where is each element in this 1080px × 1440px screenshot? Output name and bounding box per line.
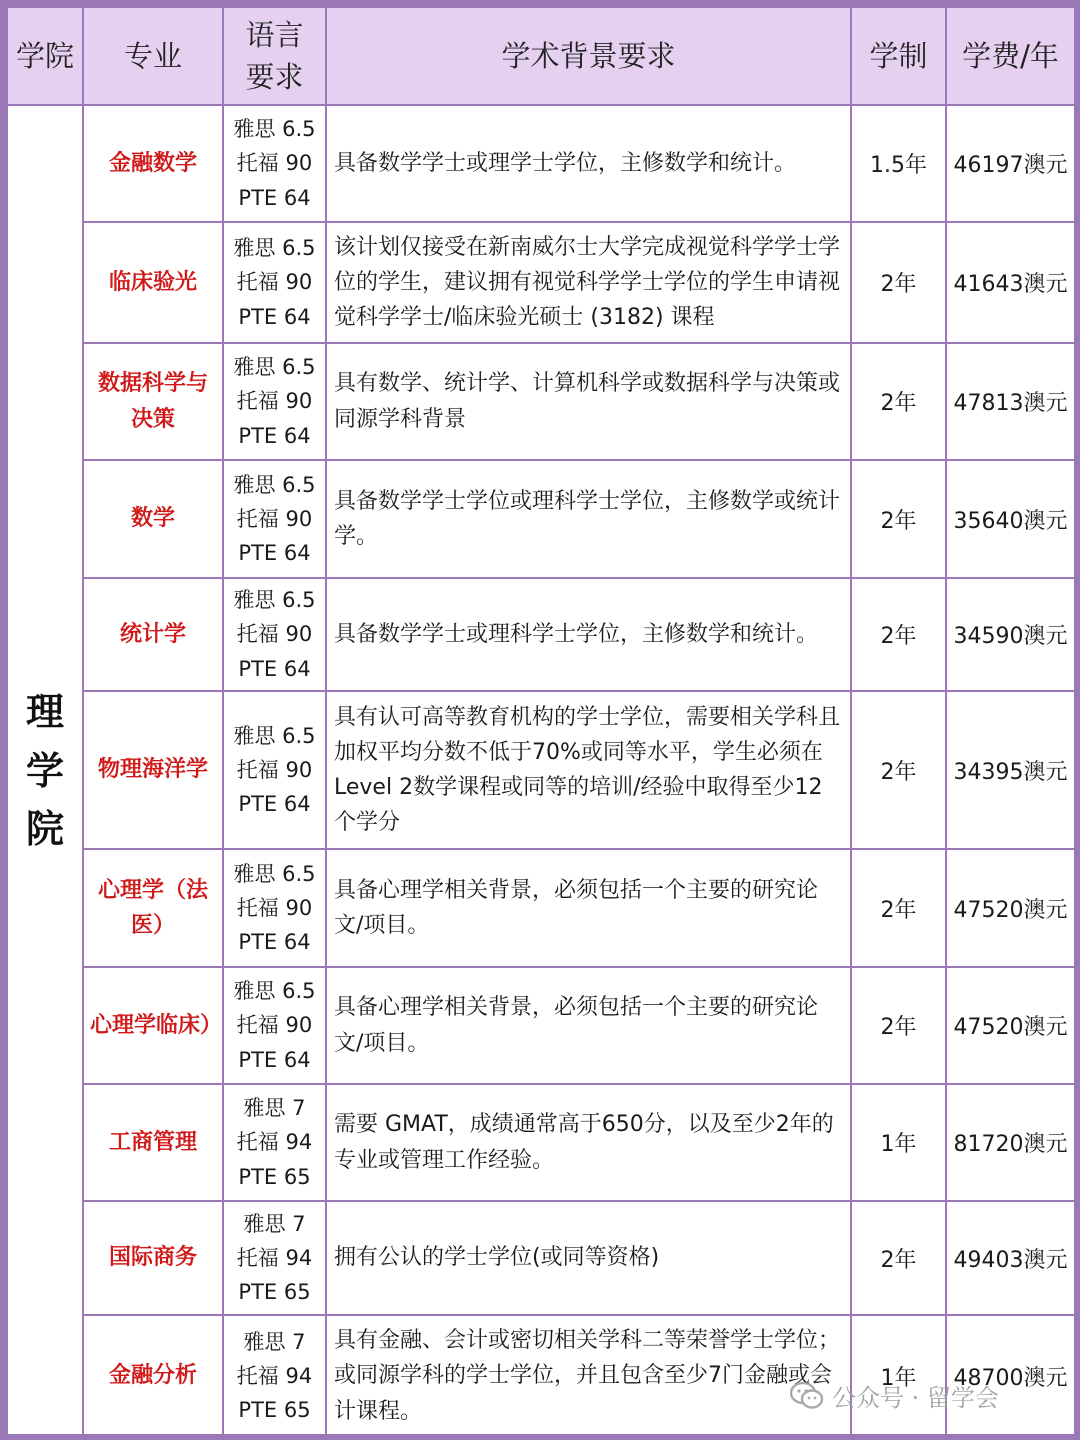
header-college: 学院 — [7, 7, 83, 105]
major-cell: 金融数学 — [83, 105, 223, 222]
table-row — [7, 343, 1075, 460]
major-cell: 金融分析 — [83, 1315, 223, 1437]
table-row — [7, 222, 1075, 343]
major-cell: 心理学临床） — [83, 967, 223, 1084]
table-row — [7, 578, 1075, 691]
duration-cell: 2年 — [851, 967, 946, 1084]
language-score: PTE 64 — [238, 656, 311, 681]
major-cell: 统计学 — [83, 578, 223, 691]
language-score: PTE 64 — [238, 304, 311, 329]
major-cell: 数据科学与决策 — [83, 343, 223, 460]
tuition-cell: 47813澳元 — [946, 343, 1075, 460]
requirement-cell: 具备数学学士或理学士学位，主修数学和统计。 — [326, 105, 851, 222]
language-score: PTE 64 — [238, 541, 311, 565]
language-score: 雅思 6.5 — [233, 117, 316, 142]
language-cell — [223, 460, 326, 578]
table-row — [7, 691, 1075, 849]
language-score: 雅思 7 — [243, 1211, 306, 1236]
requirement-cell: 具备数学学士学位或理科学士学位，主修数学或统计学。 — [326, 460, 851, 578]
requirement-cell: 具备数学学士或理科学士学位，主修数学和统计。 — [326, 578, 851, 691]
requirement-cell: 拥有公认的学士学位(或同等资格) — [326, 1201, 851, 1315]
duration-cell: 1.5年 — [851, 105, 946, 222]
duration-cell: 1年 — [851, 1315, 946, 1437]
language-score: PTE 64 — [238, 1047, 311, 1072]
language-score: 雅思 6.5 — [233, 588, 316, 613]
header-tuition: 学费/年 — [946, 7, 1075, 105]
language-score: 托福 90 — [236, 757, 313, 782]
college-char: 学 — [25, 748, 64, 793]
header-language-line1: 语言 — [245, 17, 304, 52]
requirement-cell: 具有金融、会计或密切相关学科二等荣誉学士学位；或同源学科的学士学位，并且包含至少7门金融或会计课程。 — [326, 1315, 851, 1437]
language-cell — [223, 849, 326, 967]
language-cell — [223, 105, 326, 222]
duration-cell: 2年 — [851, 1201, 946, 1315]
language-cell — [223, 967, 326, 1084]
duration-cell: 2年 — [851, 849, 946, 967]
language-score: PTE 64 — [238, 930, 311, 954]
tuition-cell: 47520澳元 — [946, 849, 1075, 967]
header-language — [223, 7, 326, 105]
language-cell — [223, 1084, 326, 1201]
watermark-text: 公众号 · 留学会 — [832, 1384, 999, 1412]
language-score: 托福 94 — [236, 1363, 313, 1388]
major-cell: 临床验光 — [83, 222, 223, 343]
header-requirements: 学术背景要求 — [326, 7, 851, 105]
duration-cell: 2年 — [851, 691, 946, 849]
language-score: PTE 64 — [238, 792, 311, 816]
language-score: 雅思 7 — [243, 1329, 306, 1354]
language-score: 托福 94 — [236, 1130, 313, 1155]
tuition-cell: 34395澳元 — [946, 691, 1075, 849]
language-score: PTE 65 — [238, 1164, 311, 1189]
language-score: 托福 90 — [236, 1013, 313, 1038]
language-score: 托福 90 — [236, 622, 313, 647]
duration-cell: 2年 — [851, 578, 946, 691]
language-cell — [223, 578, 326, 691]
header-duration: 学制 — [851, 7, 946, 105]
requirement-cell: 需要 GMAT，成绩通常高于650分，以及至少2年的专业或管理工作经验。 — [326, 1084, 851, 1201]
table-body — [7, 105, 1075, 1437]
tuition-cell: 41643澳元 — [946, 222, 1075, 343]
language-score: PTE 65 — [238, 1398, 311, 1422]
requirement-cell: 具有数学、统计学、计算机科学或数据科学与决策或同源学科背景 — [326, 343, 851, 460]
major-cell: 工商管理 — [83, 1084, 223, 1201]
language-score: PTE 64 — [238, 185, 311, 210]
college-char: 理 — [25, 689, 64, 734]
requirement-cell: 具备心理学相关背景，必须包括一个主要的研究论文/项目。 — [326, 849, 851, 967]
language-score: 雅思 6.5 — [233, 355, 316, 380]
requirement-cell: 该计划仅接受在新南威尔士大学完成视觉科学学士学位的学生，建议拥有视觉科学学士学位的学生申请视觉科学学士/临床验光硕士 (3182) 课程 — [326, 222, 851, 343]
language-cell — [223, 1315, 326, 1437]
tuition-cell: 49403澳元 — [946, 1201, 1075, 1315]
college-char: 院 — [25, 807, 64, 852]
requirement-cell: 具备心理学相关背景，必须包括一个主要的研究论文/项目。 — [326, 967, 851, 1084]
table-row — [7, 967, 1075, 1084]
tuition-cell: 46197澳元 — [946, 105, 1075, 222]
language-score: 雅思 6.5 — [233, 979, 316, 1004]
language-score: 托福 90 — [236, 506, 313, 531]
language-cell — [223, 343, 326, 460]
program-table — [6, 6, 1076, 1438]
duration-cell: 2年 — [851, 343, 946, 460]
language-score: 托福 94 — [236, 1245, 313, 1270]
language-cell — [223, 691, 326, 849]
tuition-cell: 34590澳元 — [946, 578, 1075, 691]
tuition-cell: 81720澳元 — [946, 1084, 1075, 1201]
table-row — [7, 460, 1075, 578]
language-cell — [223, 222, 326, 343]
major-cell: 数学 — [83, 460, 223, 578]
header-language-line2: 要求 — [245, 60, 304, 94]
language-score: 雅思 6.5 — [233, 472, 316, 497]
tuition-cell: 48700澳元 — [946, 1315, 1075, 1437]
header-row — [7, 7, 1075, 105]
language-score: 雅思 6.5 — [233, 723, 316, 748]
major-cell: 物理海洋学 — [83, 691, 223, 849]
duration-cell: 1年 — [851, 1084, 946, 1201]
table-row — [7, 1201, 1075, 1315]
language-score: 托福 90 — [236, 895, 313, 920]
table-row — [7, 1315, 1075, 1437]
major-cell: 心理学（法医） — [83, 849, 223, 967]
header-major: 专业 — [83, 7, 223, 105]
language-score: 雅思 6.5 — [233, 861, 316, 886]
language-score: PTE 65 — [238, 1280, 311, 1304]
table-row — [7, 1084, 1075, 1201]
language-score: 托福 90 — [236, 151, 313, 176]
language-score: 雅思 7 — [243, 1096, 306, 1121]
requirement-cell: 具有认可高等教育机构的学士学位，需要相关学科且加权平均分数不低于70%或同等水平，学生必须在Level 2数学课程或同等的培训/经验中取得至少12个学分 — [326, 691, 851, 849]
language-score: 托福 90 — [236, 389, 313, 414]
college-cell — [7, 105, 83, 1437]
duration-cell: 2年 — [851, 460, 946, 578]
tuition-cell: 47520澳元 — [946, 967, 1075, 1084]
table-row — [7, 849, 1075, 967]
tuition-cell: 35640澳元 — [946, 460, 1075, 578]
language-score: 雅思 6.5 — [233, 236, 316, 261]
duration-cell: 2年 — [851, 222, 946, 343]
watermark — [790, 1378, 999, 1413]
table-row — [7, 105, 1075, 222]
major-cell: 国际商务 — [83, 1201, 223, 1315]
language-cell — [223, 1201, 326, 1315]
language-score: PTE 64 — [238, 423, 311, 448]
language-score: 托福 90 — [236, 270, 313, 295]
wechat-icon — [790, 1381, 824, 1411]
